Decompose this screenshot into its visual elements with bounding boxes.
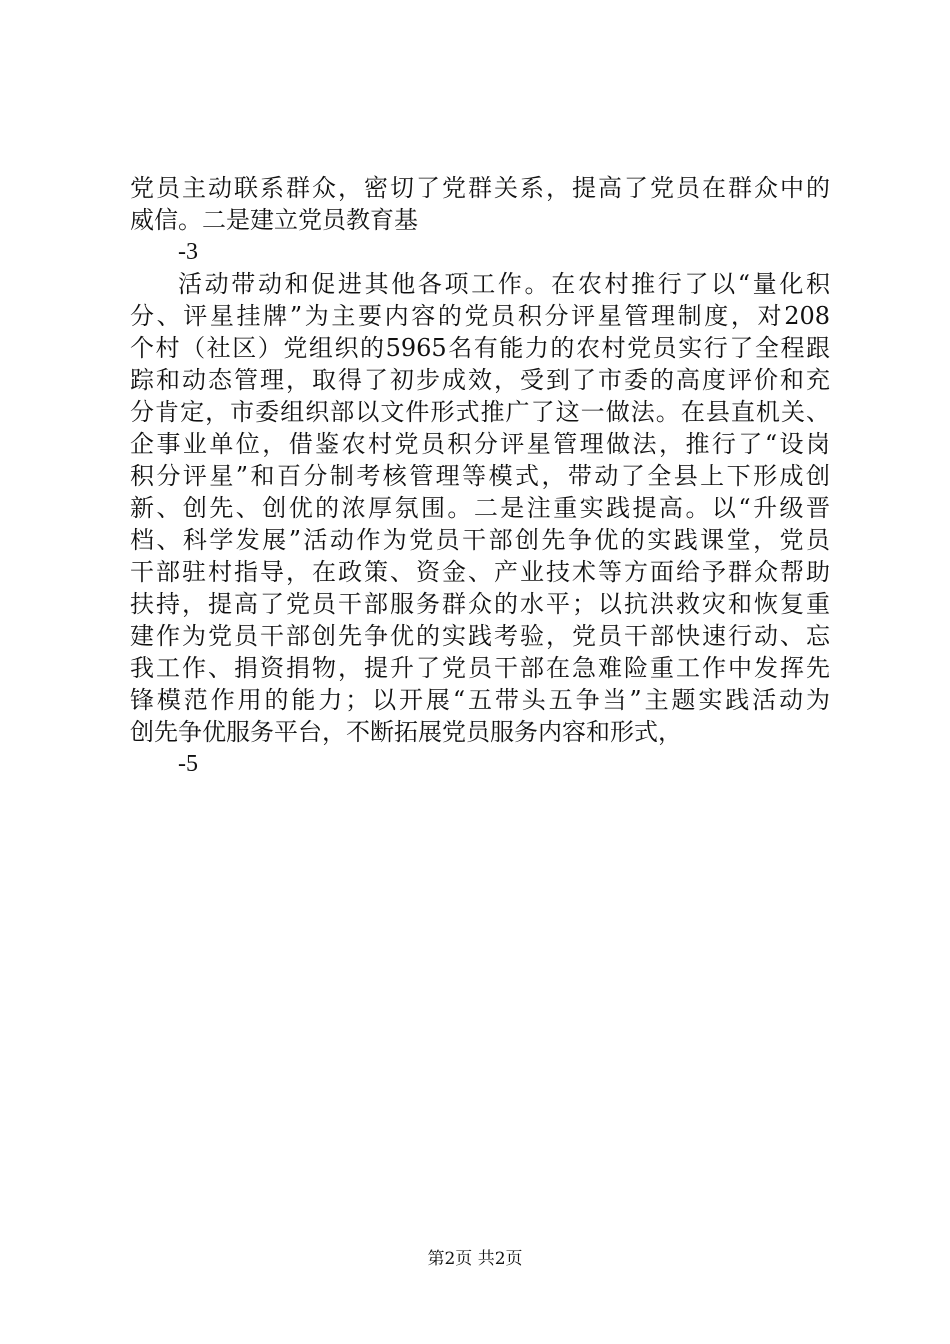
paragraph-line: 我工作、捐资捐物，提升了党员干部在急难险重工作中发挥先 — [130, 654, 830, 682]
paragraph-line: 档、科学发展”活动作为党员干部创先争优的实践课堂，党员 — [130, 526, 830, 554]
paragraph-line: 建作为党员干部创先争优的实践考验，党员干部快速行动、忘 — [130, 622, 830, 650]
page-marker: -3 — [178, 239, 198, 265]
paragraph-line: 分肯定，市委组织部以文件形式推广了这一做法。在县直机关、 — [130, 398, 830, 426]
document-body — [130, 172, 830, 780]
paragraph-line: 活动带动和促进其他各项工作。在农村推行了以“量化积 — [178, 270, 830, 298]
paragraph-line: 新、创先、创优的浓厚氛围。二是注重实践提高。以“升级晋 — [130, 494, 830, 522]
page-footer: 第2页 共2页 — [427, 1249, 523, 1269]
page-marker: -5 — [178, 751, 198, 777]
paragraph-line: 干部驻村指导，在政策、资金、产业技术等方面给予群众帮助 — [130, 558, 830, 586]
paragraph-line: 创先争优服务平台，不断拓展党员服务内容和形式， — [130, 718, 682, 746]
paragraph-line: 扶持，提高了党员干部服务群众的水平；以抗洪救灾和恢复重 — [130, 590, 830, 618]
paragraph-line: 威信。二是建立党员教育基 — [130, 206, 418, 234]
paragraph-line: 党员主动联系群众，密切了党群关系，提高了党员在群众中的 — [130, 174, 830, 202]
paragraph-line: 锋模范作用的能力；以开展“五带头五争当”主题实践活动为 — [130, 686, 830, 714]
paragraph-line: 分、评星挂牌”为主要内容的党员积分评星管理制度，对208 — [130, 302, 830, 330]
paragraph-line: 踪和动态管理，取得了初步成效，受到了市委的高度评价和充 — [130, 366, 830, 394]
paragraph-line: 个村（社区）党组织的5965名有能力的农村党员实行了全程跟 — [130, 334, 830, 362]
paragraph-line: 积分评星”和百分制考核管理等模式，带动了全县上下形成创 — [130, 462, 830, 490]
paragraph-line: 企事业单位，借鉴农村党员积分评星管理做法，推行了“设岗 — [130, 430, 830, 458]
